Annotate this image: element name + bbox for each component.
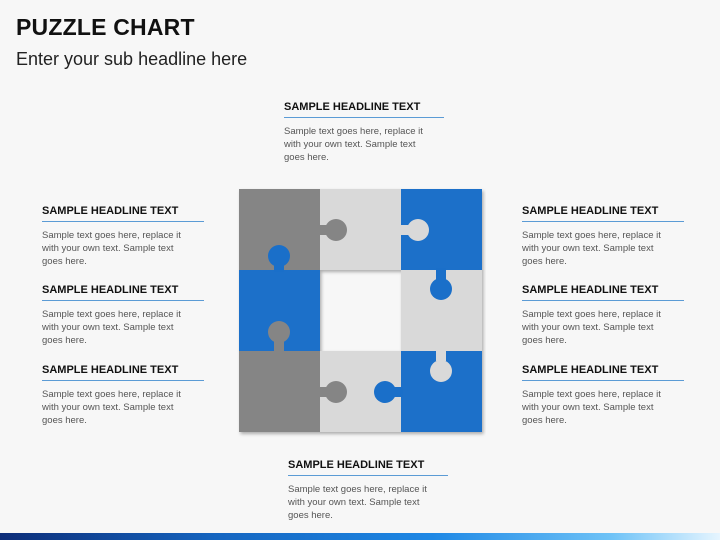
headline: SAMPLE HEADLINE TEXT (42, 364, 204, 381)
headline: SAMPLE HEADLINE TEXT (42, 205, 204, 222)
puzzle-knob (430, 278, 452, 300)
headline: SAMPLE HEADLINE TEXT (284, 101, 444, 118)
puzzle-knob-stem (274, 339, 284, 353)
text-block-left-3 (42, 364, 204, 427)
puzzle-knob-stem (318, 225, 330, 235)
puzzle-knob-stem (318, 387, 330, 397)
headline: SAMPLE HEADLINE TEXT (288, 459, 448, 476)
puzzle-knob-stem (399, 225, 411, 235)
footer-accent-bar (0, 533, 720, 540)
body-text: Sample text goes here, replace it with your own text. Sample text goes here. (522, 389, 661, 426)
text-block-top (284, 101, 446, 164)
body-text: Sample text goes here, replace it with your own text. Sample text goes here. (42, 389, 181, 426)
text-block-right-1 (522, 205, 684, 268)
puzzle-knob-stem (436, 268, 446, 280)
puzzle-knob-stem (391, 387, 403, 397)
body-text: Sample text goes here, replace it with your own text. Sample text goes here. (284, 126, 423, 163)
puzzle-knob-stem (436, 349, 446, 361)
headline: SAMPLE HEADLINE TEXT (522, 284, 684, 301)
puzzle-piece-6 (239, 351, 320, 432)
text-block-right-3 (522, 364, 684, 427)
puzzle-knob (430, 360, 452, 382)
body-text: Sample text goes here, replace it with your own text. Sample text goes here. (42, 230, 181, 267)
headline: SAMPLE HEADLINE TEXT (522, 364, 684, 381)
page-title: PUZZLE CHART (16, 14, 195, 40)
text-block-right-2 (522, 284, 684, 347)
body-text: Sample text goes here, replace it with your own text. Sample text goes here. (42, 309, 181, 346)
text-block-left-1 (42, 205, 204, 268)
text-block-left-2 (42, 284, 204, 347)
text-block-bottom (288, 459, 450, 522)
puzzle-graphic (236, 186, 486, 438)
body-text: Sample text goes here, replace it with your own text. Sample text goes here. (522, 309, 661, 346)
puzzle-knob-stem (274, 260, 284, 272)
body-text: Sample text goes here, replace it with your own text. Sample text goes here. (522, 230, 661, 267)
headline: SAMPLE HEADLINE TEXT (42, 284, 204, 301)
headline: SAMPLE HEADLINE TEXT (522, 205, 684, 222)
page-subtitle: Enter your sub headline here (16, 49, 248, 69)
body-text: Sample text goes here, replace it with your own text. Sample text goes here. (288, 484, 427, 521)
